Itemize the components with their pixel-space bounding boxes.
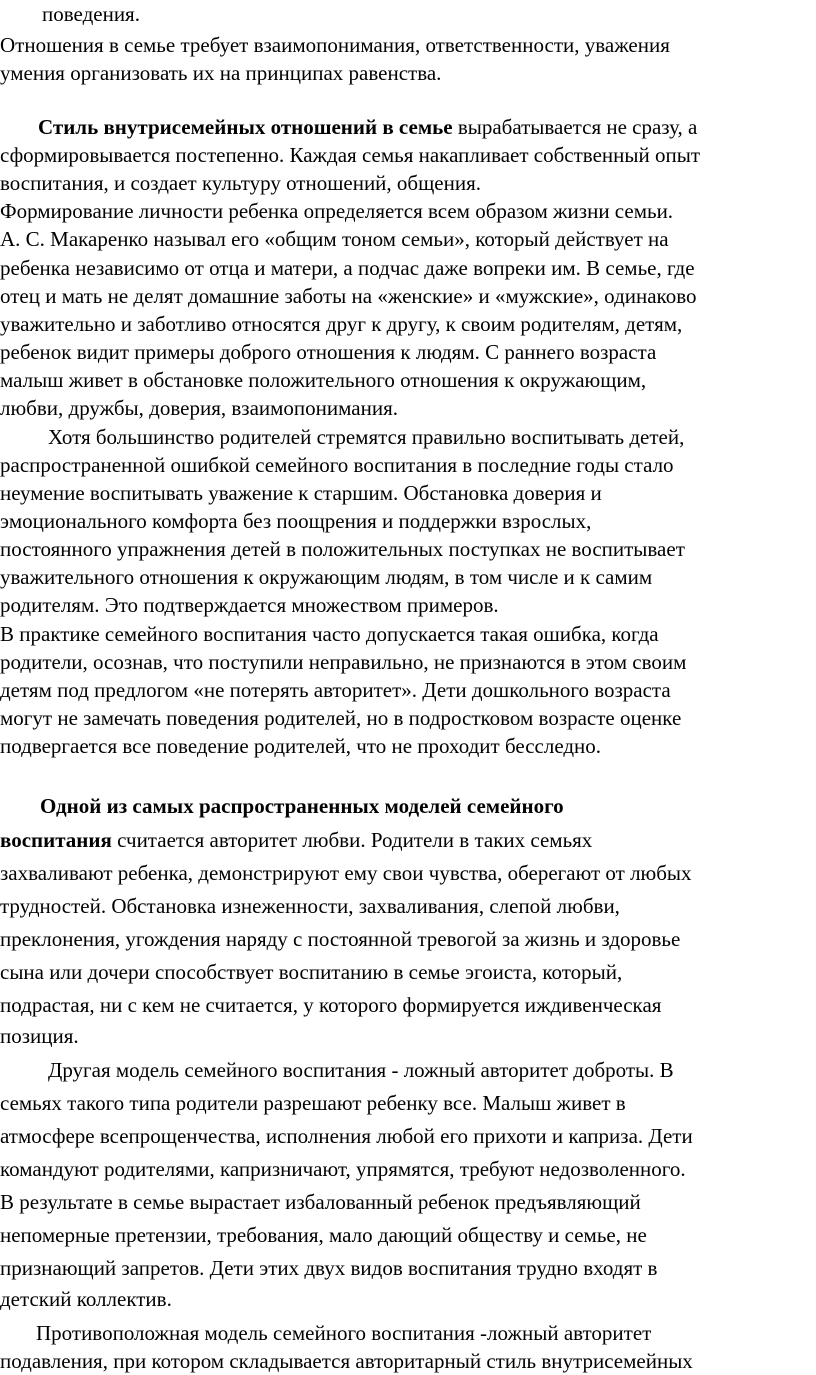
text-line: атмосфере всепрощенчества, исполнения любой его прихоти и каприза. Дети bbox=[0, 1124, 693, 1148]
text-line: ребенок видит примеры доброго отношения к людям. С раннего возраста bbox=[0, 340, 657, 364]
bold-heading-phrase: воспитания bbox=[0, 828, 112, 852]
text-line: ребенка независимо от отца и матери, а подчас даже вопреки им. В семье, где bbox=[0, 256, 695, 280]
paragraph-first-line bbox=[38, 113, 697, 141]
text-line: неумение воспитывать уважение к старшим. Обстановка доверия и bbox=[0, 481, 602, 505]
text-line: распространенной ошибкой семейного воспитания в последние годы стало bbox=[0, 453, 674, 477]
text-line: постоянного упражнения детей в положительных поступках не воспитывает bbox=[0, 537, 685, 561]
text-line: подрастая, ни с кем не считается, у которого формируется иждивенческая bbox=[0, 993, 662, 1017]
text-line: преклонения, угождения наряду с постоянной тревогой за жизнь и здоровье bbox=[0, 927, 681, 951]
text-line: родителям. Это подтверждается множеством примеров. bbox=[0, 593, 499, 617]
text-line: могут не замечать поведения родителей, но в подростковом возрасте оценке bbox=[0, 706, 682, 730]
bold-heading-phrase: Стиль внутрисемейных отношений в семье bbox=[38, 115, 453, 139]
text-line: сына или дочери способствует воспитанию в семье эгоиста, который, bbox=[0, 960, 623, 984]
text-line: непомерные претензии, требования, мало дающий обществу и семье, не bbox=[0, 1223, 647, 1247]
text-line: трудностей. Обстановка изнеженности, захваливания, слепой любви, bbox=[0, 894, 620, 918]
text-line: детям под предлогом «не потерять авторитет». Дети дошкольного возраста bbox=[0, 678, 671, 702]
text-line: поведения. bbox=[0, 2, 140, 26]
text-line: командуют родителями, капризничают, упрямятся, требуют недозволенного. bbox=[0, 1157, 686, 1181]
text-line: позиция. bbox=[0, 1024, 79, 1048]
text-line: Хотя большинство родителей стремятся правильно воспитывать детей, bbox=[48, 425, 685, 449]
text-line: отец и мать не делят домашние заботы на «женские» и «мужские», одинаково bbox=[0, 284, 697, 308]
text-line: сформировывается постепенно. Каждая семья накапливает собственный опыт bbox=[0, 143, 700, 167]
text-line: родители, осознав, что поступили неправильно, не признаются в этом своим bbox=[0, 650, 687, 674]
text-line: А. С. Макаренко называл его «общим тоном семьи», который действует на bbox=[0, 227, 669, 251]
text-line: Другая модель семейного воспитания - ложный авторитет доброты. В bbox=[48, 1058, 674, 1082]
text-span: считается авторитет любви. Родители в таких семьях bbox=[111, 828, 593, 852]
text-line: В результате в семье вырастает избалованный ребенок предъявляющий bbox=[0, 1190, 641, 1214]
text-line: Противоположная модель семейного воспитания -ложный авторитет bbox=[36, 1321, 652, 1345]
text-line: воспитания, и создает культуру отношений, общения. bbox=[0, 171, 481, 195]
text-line: признающий запретов. Дети этих двух видов воспитания трудно входят в bbox=[0, 1256, 658, 1280]
text-line: Отношения в семье требует взаимопонимания, ответственности, уважения bbox=[0, 33, 670, 57]
text-line: уважительного отношения к окружающим людям, в том числе и к самим bbox=[0, 565, 653, 589]
text-line: эмоционального комфорта без поощрения и поддержки взрослых, bbox=[0, 509, 592, 533]
text-line: детский коллектив. bbox=[0, 1287, 172, 1311]
text-line: Формирование личности ребенка определяется всем образом жизни семьи. bbox=[0, 199, 674, 223]
text-line: подавления, при котором складывается авторитарный стиль внутрисемейных bbox=[0, 1349, 693, 1373]
paragraph-line bbox=[0, 826, 592, 854]
text-line: захваливают ребенка, демонстрируют ему свои чувства, оберегают от любых bbox=[0, 861, 692, 885]
text-line: В практике семейного воспитания часто допускается такая ошибка, когда bbox=[0, 622, 659, 646]
text-line: семьях такого типа родители разрешают ребенку все. Малыш живет в bbox=[0, 1091, 626, 1115]
text-span: вырабатывается не сразу, а bbox=[452, 115, 698, 139]
text-line: уважительно и заботливо относятся друг к другу, к своим родителям, детям, bbox=[0, 312, 683, 336]
text-line: малыш живет в обстановке положительного отношения к окружающим, bbox=[0, 368, 647, 392]
text-line: любви, дружбы, доверия, взаимопонимания. bbox=[0, 396, 398, 420]
text-line: умения организовать их на принципах равенства. bbox=[0, 61, 442, 85]
text-line: подвергается все поведение родителей, что не проходит бесследно. bbox=[0, 734, 602, 758]
bold-heading-phrase: Одной из самых распространенных моделей семейного bbox=[40, 794, 564, 818]
